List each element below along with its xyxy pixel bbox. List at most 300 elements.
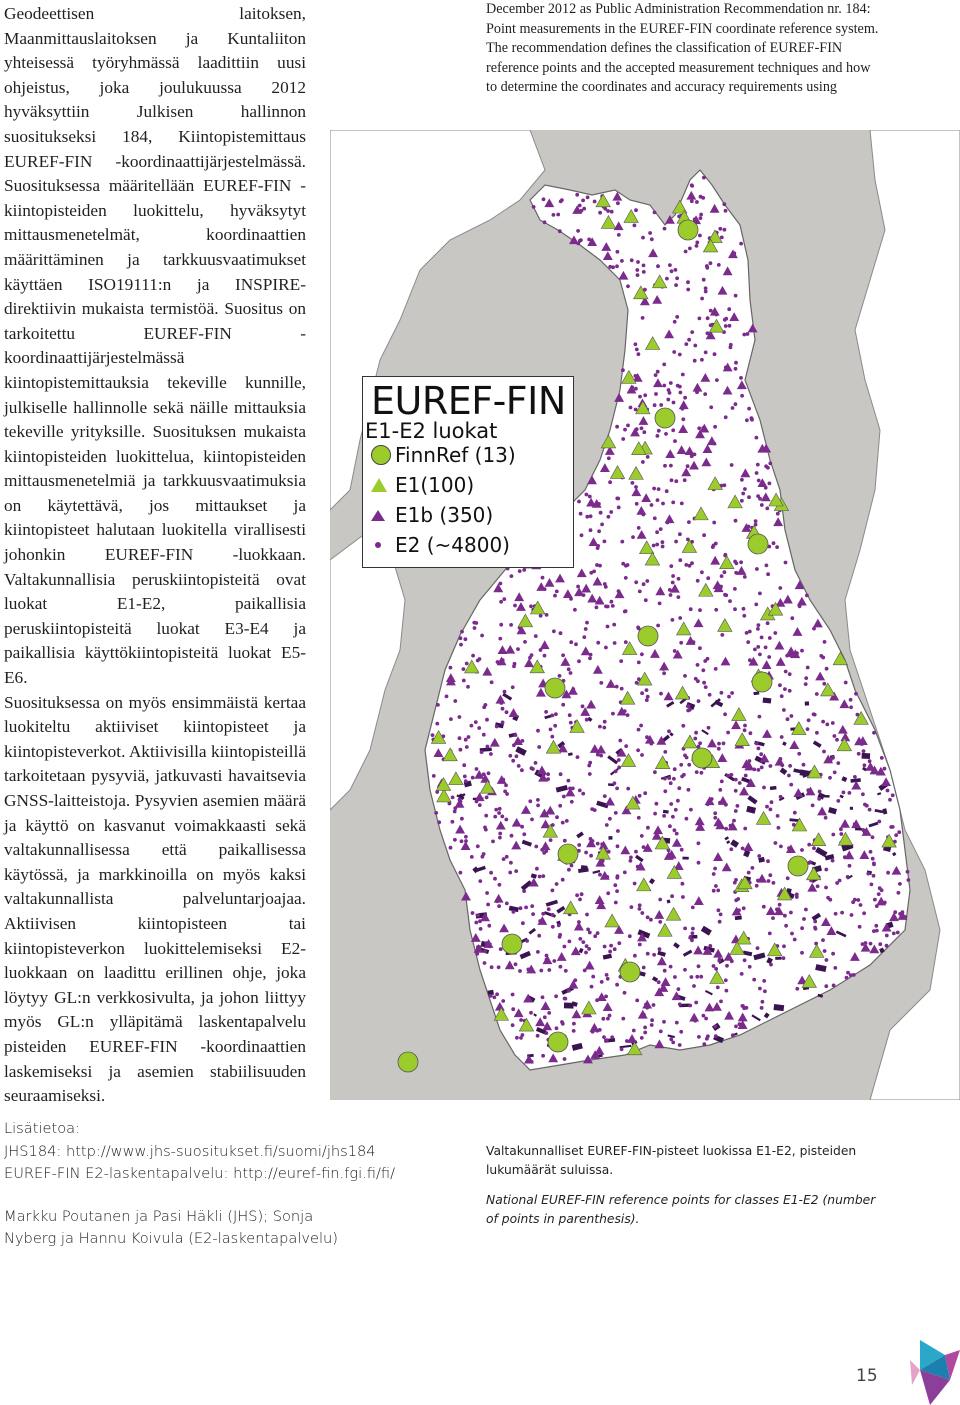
caption-finnish: Valtakunnalliset EUREF-FIN-pisteet luokissa E1-E2, pisteiden lukumäärät suluissa.: [486, 1144, 857, 1177]
e2-point: [561, 703, 565, 707]
e2-point: [823, 949, 827, 953]
e2-point: [596, 641, 600, 645]
e2-point: [652, 1003, 656, 1007]
e2-point: [679, 641, 683, 645]
legend-label: FinnRef (13): [395, 443, 516, 467]
e2-point: [486, 903, 490, 907]
e2-point: [665, 277, 669, 281]
e2-point: [805, 594, 809, 598]
e2-point: [637, 661, 641, 665]
e2-point: [784, 670, 788, 674]
e2-point: [729, 346, 733, 350]
e2-point: [755, 567, 759, 571]
e2-point: [678, 558, 682, 562]
e2-point: [720, 236, 724, 240]
e2-point: [897, 830, 901, 834]
e2-point: [673, 439, 677, 443]
e2-point: [739, 560, 743, 564]
e2-point: [585, 515, 589, 519]
e2-point: [555, 590, 559, 594]
e2-point: [756, 627, 760, 631]
e2-point: [750, 418, 754, 422]
e2-point: [716, 889, 720, 893]
e2-point: [613, 883, 617, 887]
e2-point: [646, 826, 650, 830]
e2-point: [717, 959, 721, 963]
e2-point: [702, 681, 706, 685]
e2-point: [657, 429, 661, 433]
e2-point: [613, 947, 617, 951]
e2-point: [661, 502, 665, 506]
e2-point: [790, 616, 794, 620]
e2-point: [850, 913, 854, 917]
e2-point: [617, 233, 621, 237]
e2-point: [445, 695, 449, 699]
lake-mark: [581, 865, 588, 870]
e2-point: [471, 776, 475, 780]
e2-point: [543, 654, 547, 658]
e2-point: [474, 921, 478, 925]
e2-point: [709, 405, 713, 409]
e2-point: [522, 832, 526, 836]
e2-point: [536, 804, 540, 808]
e2-point: [626, 563, 630, 567]
e2-point: [722, 202, 726, 206]
e2-point: [629, 406, 633, 410]
e2-point: [679, 391, 683, 395]
e2-point: [838, 879, 842, 883]
e2-point: [559, 772, 563, 776]
e2-point: [712, 964, 716, 968]
e2-point: [681, 882, 685, 886]
e2-point: [734, 789, 738, 793]
e2-point: [584, 627, 588, 631]
e2-point: [581, 199, 585, 203]
e2-point: [804, 682, 808, 686]
e2-point: [663, 750, 667, 754]
e2-point: [475, 767, 479, 771]
e2-point: [765, 507, 769, 511]
e2-point: [898, 882, 902, 886]
e2-point: [711, 545, 715, 549]
e2-point: [724, 209, 728, 213]
e2-point: [681, 417, 685, 421]
e2-point: [522, 889, 526, 893]
e2-point: [757, 623, 761, 627]
e2-point: [585, 493, 589, 497]
e2-point: [646, 916, 650, 920]
e2-point: [649, 918, 653, 922]
e2-point: [778, 683, 782, 687]
e2-point: [535, 867, 539, 871]
e2-point: [498, 807, 502, 811]
e2-point: [825, 667, 829, 671]
e2-point: [656, 370, 660, 374]
e2-point: [758, 592, 762, 596]
e2-point: [504, 818, 508, 822]
e2-point: [638, 590, 642, 594]
e2-point: [493, 877, 497, 881]
e2-point: [670, 894, 674, 898]
e2-point: [464, 637, 468, 641]
e2-point: [602, 1035, 606, 1039]
lake-mark: [564, 1003, 574, 1009]
e2-point: [561, 1022, 565, 1026]
e2-point: [605, 823, 609, 827]
e2-point: [641, 460, 645, 464]
e2-point: [699, 195, 703, 199]
e2-point: [484, 814, 488, 818]
e2-point: [491, 840, 495, 844]
e2-point: [657, 980, 661, 984]
e2-point: [547, 968, 551, 972]
e2-point: [696, 579, 700, 583]
e2-point: [739, 242, 743, 246]
e2-point: [509, 623, 513, 627]
e2-point: [640, 834, 644, 838]
e2-point: [872, 863, 876, 867]
e2-point: [734, 361, 738, 365]
e2-point: [489, 994, 493, 998]
e2-point: [539, 614, 543, 618]
e2-point: [658, 920, 662, 924]
e2-point: [643, 791, 647, 795]
e2-point: [563, 945, 567, 949]
e2-point: [699, 213, 703, 217]
e2-point: [547, 907, 551, 911]
e2-point: [784, 561, 788, 565]
e2-point: [723, 318, 727, 322]
e2-point: [894, 833, 898, 837]
e2-point: [529, 1011, 533, 1015]
e2-point: [693, 359, 697, 363]
e2-point: [600, 523, 604, 527]
e2-point: [857, 752, 861, 756]
e2-point: [871, 857, 875, 861]
e2-point: [638, 943, 642, 947]
e2-point: [603, 945, 607, 949]
e2-point: [835, 738, 839, 742]
e2-point: [802, 917, 806, 921]
e2-point: [746, 640, 750, 644]
e2-point: [878, 942, 882, 946]
e2-point: [849, 705, 853, 709]
e2-point: [697, 1035, 701, 1039]
e2-point: [839, 827, 843, 831]
e2-point: [679, 1030, 683, 1034]
e2-point: [733, 587, 737, 591]
e2-point: [502, 857, 506, 861]
e2-point: [550, 714, 554, 718]
e2-point: [616, 844, 620, 848]
e2-point: [793, 938, 797, 942]
e2-point: [669, 564, 673, 568]
e2-point: [634, 387, 638, 391]
e2-point: [659, 527, 663, 531]
e2-point: [730, 463, 734, 467]
e2-point: [626, 787, 630, 791]
e2-point: [675, 276, 679, 280]
e2-point: [624, 744, 628, 748]
e2-point: [700, 297, 704, 301]
e2-point: [671, 574, 675, 578]
e2-point: [743, 724, 747, 728]
e2-point: [600, 980, 604, 984]
e2-point: [643, 393, 647, 397]
e2-point: [579, 238, 583, 242]
e2-point: [765, 805, 769, 809]
e2-point: [528, 799, 532, 803]
e2-point: [650, 503, 654, 507]
e2-point: [577, 659, 581, 663]
e2-point: [695, 975, 699, 979]
e2-point: [712, 889, 716, 893]
e2-point: [731, 1033, 735, 1037]
e2-point: [833, 734, 837, 738]
e2-point: [800, 649, 804, 653]
e2-point: [581, 792, 585, 796]
e2-point: [679, 763, 683, 767]
e2-point: [635, 268, 639, 272]
e2-point: [636, 748, 640, 752]
e2-point: [688, 247, 692, 251]
e2-point: [740, 499, 744, 503]
e2-point: [834, 912, 838, 916]
e2-point: [671, 501, 675, 505]
e2-point: [640, 691, 644, 695]
e2-point: [831, 833, 835, 837]
e2-point: [472, 621, 476, 625]
lake-mark: [819, 795, 830, 798]
e2-point: [738, 781, 742, 785]
e2-point: [576, 755, 580, 759]
e2-point: [589, 571, 593, 575]
e2-point: [659, 1030, 663, 1034]
e2-point: [501, 999, 505, 1003]
e2-point: [658, 947, 662, 951]
e2-point: [614, 811, 618, 815]
e2-point: [606, 605, 610, 609]
e2-point: [690, 330, 694, 334]
e2-point: [743, 575, 747, 579]
e2-point: [569, 671, 573, 675]
e2-point: [783, 914, 787, 918]
e2-point: [575, 893, 579, 897]
e2-point: [872, 731, 876, 735]
e2-point: [885, 934, 889, 938]
e2-point: [606, 1017, 610, 1021]
e2-point: [700, 771, 704, 775]
e2-point: [854, 692, 858, 696]
e2-point: [802, 763, 806, 767]
e2-point: [754, 603, 758, 607]
e2-point: [498, 832, 502, 836]
e2-point: [483, 949, 487, 953]
e2-point: [782, 708, 786, 712]
e2-point: [624, 640, 628, 644]
e2-point: [825, 958, 829, 962]
e2-point: [655, 802, 659, 806]
e2-point: [694, 1001, 698, 1005]
neighbor-land-west-lower: [330, 530, 405, 810]
e2-point: [516, 647, 520, 651]
e2-point: [478, 657, 482, 661]
e2-point: [767, 655, 771, 659]
e2-point: [559, 965, 563, 969]
e2-point: [621, 1017, 625, 1021]
e2-point: [536, 798, 540, 802]
e2-point: [653, 403, 657, 407]
e2-point: [605, 1038, 609, 1042]
e2-point: [572, 1029, 576, 1033]
e2-point: [683, 927, 687, 931]
e2-point: [500, 815, 504, 819]
e2-point: [603, 540, 607, 544]
e2-point: [573, 608, 577, 612]
e2-point: [757, 747, 761, 751]
e2-point: [637, 352, 641, 356]
e2-point: [652, 953, 656, 957]
e2-point: [692, 984, 696, 988]
paragraph-1: Geodeettisen laitoksen, Maanmittauslaitoksen ja Kuntaliiton yhteisessä työryhmässä laadittiin uusi ohjeistus, joka joulukuussa 2012 hyväksyttiin Julkisen hallinnon suositukseksi 184, Kiintopistemittaus EUREF-FIN -koordinaattijärjestelmässä. Suosituksessa määritellään EUREF-FIN -kiintopisteiden luokittelu, hyväksytyt mittausmenetelmät, koordinaattien määrittäminen ja tarkkuusvaatimukset käyttäen ISO19111:n ja INSPIRE-direktiivin mukaista termistöä. Suositus on tarkoitettu EUREF-FIN -koordinaattijärjestelmässä kiintopistemittauksia tekeville kunnille, julkiselle hallinnolle sekä näille mittauksia tekeville yrityksille. Suosituksen mukaista kiintopisteiden luokittelua, kiintopisteiden mittausmenetelmiä ja tarkkuusvaatimuksia on käytettävä, jos mittaukset ja kiintopisteet halutaan luokitella virallisesti johonkin EUREF-FIN -luokkaan. Valtakunnallisia peruskiintopisteitä ovat luokat E1-E2, paikallisia peruskiintopisteitä luokat E3-E4 ja paikallisia käyttökiintopisteitä luokat E5-E6.: [4, 4, 306, 688]
e2-point: [788, 689, 792, 693]
finnref-point: [748, 534, 768, 554]
e2-point: [480, 750, 484, 754]
e2-point: [640, 652, 644, 656]
e2-point: [768, 932, 772, 936]
e2-point: [747, 407, 751, 411]
e2-point: [560, 198, 564, 202]
e2-point: [709, 323, 713, 327]
e2-point: [474, 720, 478, 724]
e2-point: [493, 815, 497, 819]
e2-point: [742, 333, 746, 337]
e2-point: [713, 352, 717, 356]
e2-point: [716, 986, 720, 990]
e2-point: [499, 947, 503, 951]
e2-point: [697, 964, 701, 968]
e2-point: [556, 213, 560, 217]
e2-point: [561, 821, 565, 825]
e2-point: [551, 925, 555, 929]
e2-point: [724, 978, 728, 982]
e2-point: [668, 391, 672, 395]
e2-point: [609, 510, 613, 514]
e2-point: [680, 848, 684, 852]
e2-point: [588, 656, 592, 660]
e2-point: [687, 763, 691, 767]
e2-point: [479, 927, 483, 931]
e2-point: [678, 616, 682, 620]
e2-point: [635, 502, 639, 506]
e2-point: [631, 535, 635, 539]
e2-point: [589, 854, 593, 858]
e2-point: [460, 839, 464, 843]
purple-dot-icon: [375, 542, 381, 548]
e2-point: [769, 764, 773, 768]
e2-point: [483, 826, 487, 830]
e2-point: [862, 749, 866, 753]
e2-point: [842, 791, 846, 795]
e2-point: [620, 687, 624, 691]
e2-point: [551, 889, 555, 893]
e2-point: [670, 478, 674, 482]
legend-label: E2 (~4800): [395, 533, 510, 557]
e2-point: [713, 811, 717, 815]
e2-point: [733, 607, 737, 611]
e2-point: [697, 426, 701, 430]
e2-point: [581, 704, 585, 708]
e2-point: [757, 479, 761, 483]
e2-point: [458, 736, 462, 740]
e2-point: [476, 844, 480, 848]
lake-mark: [850, 807, 853, 810]
e2-point: [734, 809, 738, 813]
e2-point: [541, 995, 545, 999]
e2-point: [575, 193, 579, 197]
e2-point: [724, 324, 728, 328]
e2-point: [704, 1017, 708, 1021]
e2-point: [676, 799, 680, 803]
e2-point: [734, 294, 738, 298]
e2-point: [720, 574, 724, 578]
e2-point: [776, 512, 780, 516]
e2-point: [637, 816, 641, 820]
e2-point: [704, 351, 708, 355]
e2-point: [708, 944, 712, 948]
e2-point: [581, 940, 585, 944]
e2-point: [759, 752, 763, 756]
e2-point: [709, 261, 713, 265]
e2-point: [637, 728, 641, 732]
e2-point: [585, 913, 589, 917]
e2-point: [697, 841, 701, 845]
e2-point: [608, 480, 612, 484]
e2-point: [645, 698, 649, 702]
e2-point: [620, 259, 624, 263]
e2-point: [717, 908, 721, 912]
e2-point: [667, 776, 671, 780]
lake-mark: [862, 753, 871, 759]
e2-point: [658, 602, 662, 606]
e2-point: [689, 607, 693, 611]
e2-point: [652, 487, 656, 491]
e2-point: [673, 975, 677, 979]
e2-point: [714, 667, 718, 671]
e2-service-link[interactable]: EUREF-FIN E2-laskentapalvelu: http://euref-fin.fgi.fi/fi/: [4, 1165, 395, 1182]
e2-point: [659, 403, 663, 407]
e2-point: [782, 944, 786, 948]
e2-point: [497, 811, 501, 815]
e2-point: [585, 718, 589, 722]
e2-point: [822, 750, 826, 754]
e2-point: [671, 428, 675, 432]
e2-point: [521, 921, 525, 925]
e2-point: [764, 646, 768, 650]
e2-point: [582, 207, 586, 211]
jhs184-link[interactable]: JHS184: http://www.jhs-suositukset.fi/suomi/jhs184: [4, 1142, 376, 1160]
e2-point: [824, 868, 828, 872]
e2-point: [635, 348, 639, 352]
e2-point: [774, 841, 778, 845]
e2-point: [745, 418, 749, 422]
e2-point: [664, 432, 668, 436]
e2-point: [523, 640, 527, 644]
e2-point: [588, 931, 592, 935]
e2-point: [754, 519, 758, 523]
e2-point: [617, 758, 621, 762]
e2-point: [668, 263, 672, 267]
